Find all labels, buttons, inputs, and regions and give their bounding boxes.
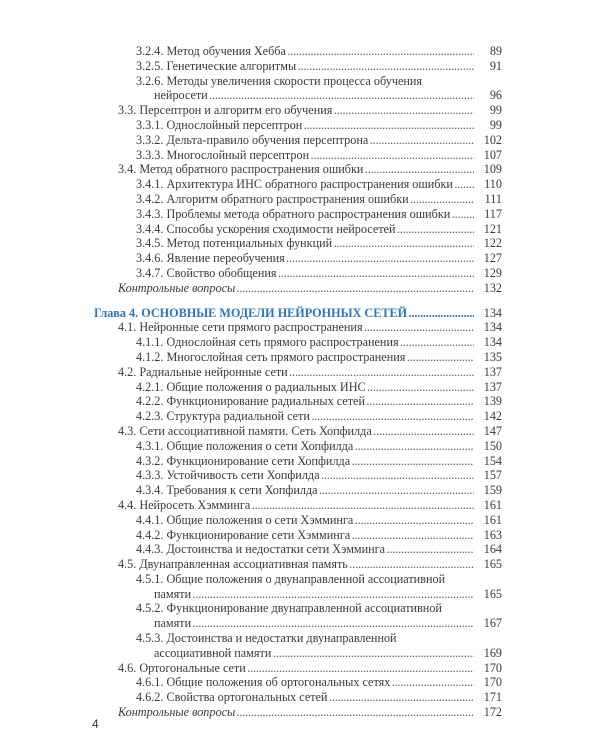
- toc-entry-continuation: ассоциативной памяти . . . 169: [0, 646, 600, 661]
- toc-section: 4.1. Нейронные сети прямого распространения . . . 134: [0, 320, 600, 335]
- toc-section: 4.4. Нейросеть Хэмминга . . . 161: [0, 498, 600, 513]
- toc-entry-continuation: памяти . . . 167: [0, 616, 600, 631]
- toc-entry: 4.2.1. Общие положения о радиальных ИНС . . . 137: [0, 380, 600, 395]
- toc-section: 3.4. Метод обратного распространения ошибки . . . 109: [0, 162, 600, 177]
- toc-section: 4.2. Радиальные нейронные сети . . . 137: [0, 365, 600, 380]
- toc-entry: 4.2.3. Структура радиальной сети . . . 142: [0, 409, 600, 424]
- toc-entry: 4.6.2. Свойства ортогональных сетей . . . 171: [0, 690, 600, 705]
- toc-section: 4.5. Двунаправленная ассоциативная память . . . 165: [0, 557, 600, 572]
- toc-entry: 4.2.2. Функционирование радиальных сетей . . . 139: [0, 394, 600, 409]
- toc-entry: 3.3.3. Многослойный персептрон . . . 107: [0, 148, 600, 163]
- toc-entry: 3.2.4. Метод обучения Хебба . . . 89: [0, 44, 600, 59]
- toc-entry: 4.3.4. Требования к сети Хопфилда . . . 159: [0, 483, 600, 498]
- toc-entry: 4.3.2. Функционирование сети Хопфилда . . . 154: [0, 454, 600, 469]
- toc-entry: 4.4.3. Достоинства и недостатки сети Хэмминга . . . 164: [0, 542, 600, 557]
- toc-section: 4.3. Сети ассоциативной памяти. Сеть Хопфилда . . . 147: [0, 424, 600, 439]
- toc-entry: 3.4.6. Явление переобучения . . . 127: [0, 251, 600, 266]
- toc-entry: 4.5.2. Функционирование двунаправленной ассоциативной: [136, 601, 442, 616]
- toc-entry: 4.5.1. Общие положения о двунаправленной ассоциативной: [136, 571, 446, 586]
- toc-entry: 3.4.4. Способы ускорения сходимости нейросетей . . . 121: [0, 222, 600, 237]
- toc-entry: 4.1.2. Многослойная сеть прямого распространения . . . 135: [0, 350, 600, 365]
- spacer: [0, 296, 600, 306]
- toc-entry: 3.2.5. Генетические алгоритмы . . . 91: [0, 59, 600, 74]
- toc-entry: 3.4.3. Проблемы метода обратного распространения ошибки . . . 117: [0, 207, 600, 222]
- toc-entry: 3.3.1. Однослойный персептрон . . . 99: [0, 118, 600, 133]
- toc-entry: 3.3.2. Дельта-правило обучения персептрона . . . 102: [0, 133, 600, 148]
- toc-entry: 4.3.1. Общие положения о сети Хопфилда . . . 150: [0, 439, 600, 454]
- table-of-contents: [0, 44, 600, 720]
- toc-entry: 3.4.2. Алгоритм обратного распространения ошибки . . . 111: [0, 192, 600, 207]
- toc-entry: 3.4.7. Свойство обобщения . . . 129: [0, 266, 600, 281]
- toc-section: 3.3. Персептрон и алгоритм его обучения . . . 99: [0, 103, 600, 118]
- page-number: 4: [92, 717, 99, 731]
- toc-entry: 3.4.1. Архитектура ИНС обратного распространения ошибки . . . 110: [0, 177, 600, 192]
- toc-entry: 3.4.5. Метод потенциальных функций . . . 122: [0, 236, 600, 251]
- toc-entry: 4.1.1. Однослойная сеть прямого распространения . . . 134: [0, 335, 600, 350]
- toc-entry: 4.6.1. Общие положения об ортогональных сетях . . . 170: [0, 675, 600, 690]
- toc-control-questions: Контрольные вопросы . . . 172: [0, 705, 600, 720]
- toc-entry-continuation: нейросети . . . 96: [0, 88, 600, 103]
- toc-entry: 4.3.3. Устойчивость сети Хопфилда . . . 157: [0, 468, 600, 483]
- toc-control-questions: Контрольные вопросы . . . 132: [0, 281, 600, 296]
- toc-entry: 3.2.6. Методы увеличения скорости процесса обучения: [136, 73, 423, 88]
- toc-chapter-heading: Глава 4. ОСНОВНЫЕ МОДЕЛИ НЕЙРОННЫХ СЕТЕЙ . . . 134: [0, 306, 600, 321]
- toc-entry: 4.4.1. Общие положения о сети Хэмминга . . . 161: [0, 513, 600, 528]
- toc-entry: 4.5.3. Достоинства и недостатки двунаправленной: [136, 631, 397, 646]
- toc-section: 4.6. Ортогональные сети . . . 170: [0, 661, 600, 676]
- toc-entry: 4.4.2. Функционирование сети Хэмминга . . . 163: [0, 528, 600, 543]
- toc-entry-continuation: памяти . . . 165: [0, 587, 600, 602]
